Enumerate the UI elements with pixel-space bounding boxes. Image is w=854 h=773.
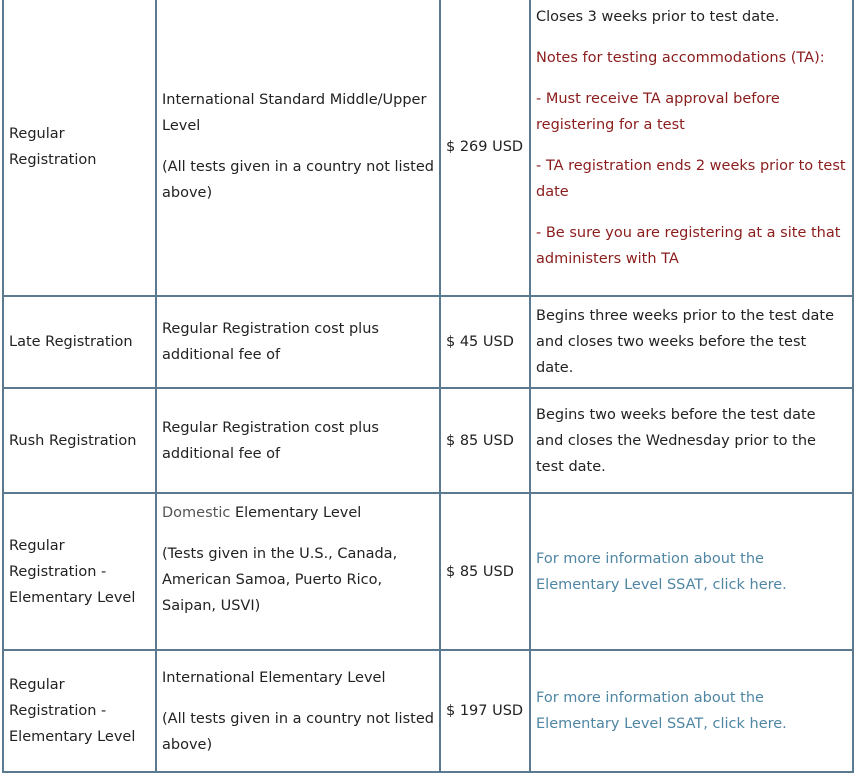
registration-type-cell: Regular Registration - Elementary Level — [2, 492, 155, 649]
ta-note: - TA registration ends 2 weeks prior to test date — [536, 158, 846, 200]
level-text: Elementary Level — [234, 505, 362, 521]
registration-type-cell: Late Registration — [2, 295, 155, 387]
price-cell: $ 85 USD — [439, 492, 529, 649]
level-text: International Standard Middle/Upper Level — [162, 92, 427, 134]
level-note: (All tests given in a country not listed above) — [162, 710, 434, 753]
price-cell: $ 45 USD — [439, 295, 529, 387]
ta-note: - Must receive TA approval before registering for a test — [536, 91, 780, 133]
info-cell — [529, 492, 852, 649]
ta-note: - Be sure you are registering at a site that administers with TA — [536, 225, 841, 267]
deadline-cell — [529, 0, 852, 295]
level-cell — [155, 0, 439, 295]
ta-notes-title: Notes for testing accommodations (TA): — [536, 50, 825, 66]
level-cell: Regular Registration cost plus additional fee of — [155, 295, 439, 387]
table-row — [2, 649, 852, 771]
level-prefix: Domestic — [162, 505, 231, 521]
level-text: International Elementary Level — [162, 669, 386, 686]
deadline-cell: Begins three weeks prior to the test date and closes two weeks before the test date. — [529, 295, 852, 387]
deadline-text: Closes 3 weeks prior to test date. — [536, 9, 780, 25]
price-cell: $ 269 USD — [439, 0, 529, 295]
level-cell — [155, 492, 439, 649]
registration-fees-table — [2, 0, 854, 773]
registration-type-cell: Regular Registration — [2, 0, 155, 295]
info-cell — [529, 649, 852, 771]
level-note: (Tests given in the U.S., Canada, American Samoa, Puerto Rico, Saipan, USVI) — [162, 546, 398, 614]
level-cell — [155, 649, 439, 771]
table-row — [2, 492, 852, 649]
level-note: (All tests given in a country not listed above) — [162, 159, 434, 201]
price-cell: $ 85 USD — [439, 387, 529, 492]
price-cell: $ 197 USD — [439, 649, 529, 771]
registration-type-cell: Rush Registration — [2, 387, 155, 492]
elementary-info-link[interactable]: For more information about the Elementary Level SSAT, click here. — [536, 690, 787, 732]
registration-type-cell: Regular Registration - Elementary Level — [2, 649, 155, 771]
level-cell: Regular Registration cost plus additional fee of — [155, 387, 439, 492]
table-row — [2, 295, 852, 387]
table-row — [2, 387, 852, 492]
deadline-cell: Begins two weeks before the test date and closes the Wednesday prior to the test date. — [529, 387, 852, 492]
table-row — [2, 0, 852, 295]
elementary-info-link[interactable]: For more information about the Elementary Level SSAT, click here. — [536, 550, 787, 593]
